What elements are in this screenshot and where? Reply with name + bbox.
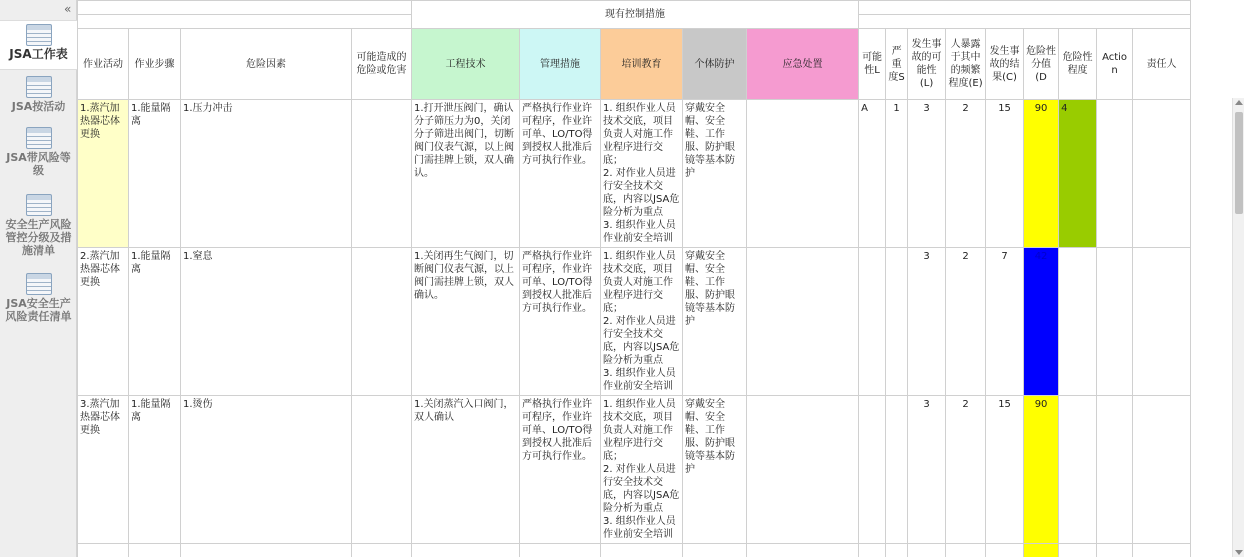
cell-severity[interactable]: 1 [886, 100, 908, 248]
col-header-management[interactable]: 管理措施 [520, 29, 601, 100]
sidebar-item-label: JSA带风险等级 [6, 151, 71, 177]
cell-empty[interactable] [946, 544, 986, 557]
cell-hazard[interactable]: 1.窒息 [181, 248, 352, 396]
cell-empty[interactable] [908, 544, 946, 557]
cell-empty[interactable] [886, 544, 908, 557]
sidebar [0, 0, 77, 557]
cell-severity[interactable] [886, 248, 908, 396]
cell-risk-value[interactable]: 90 [1024, 100, 1059, 248]
cell-l[interactable]: 3 [908, 396, 946, 544]
cell-empty[interactable] [1133, 544, 1191, 557]
cell-step[interactable]: 1.能量隔离 [129, 248, 181, 396]
sidebar-item-label: 安全生产风险管控分级及措施清单 [5, 218, 72, 257]
cell-empty[interactable] [129, 544, 181, 557]
cell-management[interactable]: 严格执行作业许可程序，作业许可单、LO/TO得到授权人批准后方可执行作业。 [520, 248, 601, 396]
cell-activity[interactable]: 3.蒸汽加热器芯体更换 [78, 396, 129, 544]
cell-empty[interactable] [520, 544, 601, 557]
cell-empty[interactable] [683, 544, 747, 557]
cell-risk-level[interactable] [1059, 396, 1097, 544]
cell-empty[interactable] [78, 544, 129, 557]
cell-risk-level[interactable]: 4 [1059, 100, 1097, 248]
sidebar-item-jsa-worksheet[interactable] [0, 20, 77, 70]
header-spacer [78, 15, 412, 29]
col-header-exposure-e[interactable]: 人暴露于其中的频繁程度(E) [946, 29, 986, 100]
collapse-sidebar-icon[interactable]: « [64, 2, 72, 16]
cell-hazard[interactable]: 1.压力冲击 [181, 100, 352, 248]
cell-empty[interactable] [986, 544, 1024, 557]
table-body [78, 100, 1191, 557]
cell-empty[interactable] [859, 544, 886, 557]
calendar-grid-icon [26, 127, 52, 149]
cell-risk-value[interactable]: 90 [1024, 396, 1059, 544]
cell-e[interactable]: 2 [946, 396, 986, 544]
cell-action[interactable] [1097, 248, 1133, 396]
sidebar-item-label: JSA按活动 [11, 100, 66, 113]
sidebar-item-risk-control-list[interactable] [0, 194, 77, 264]
cell-engineering[interactable]: 1.打开泄压阀门，确认分子筛压力为0，关闭分子筛进出阀门，切断阀门仪表气源，以上阀门需挂牌上锁，双人确认。 [412, 100, 520, 248]
cell-severity[interactable] [886, 396, 908, 544]
cell-hazard[interactable]: 1.烫伤 [181, 396, 352, 544]
cell-ppe[interactable]: 穿戴安全帽、安全鞋、工作服、防护眼镜等基本防护 [683, 396, 747, 544]
cell-risk-value[interactable]: 42 [1024, 248, 1059, 396]
cell-engineering[interactable]: 1.关闭再生气阀门，切断阀门仪表气源，以上阀门需挂牌上锁，双人确认。 [412, 248, 520, 396]
cell-owner[interactable] [1133, 248, 1191, 396]
table-row [78, 396, 1191, 544]
col-header-prob-l[interactable]: 发生事故的可能性(L) [908, 29, 946, 100]
cell-action[interactable] [1097, 100, 1133, 248]
col-header-consequence-c[interactable]: 发生事故的结果(C) [986, 29, 1024, 100]
col-header-risk-value[interactable]: 危险性分值(D [1024, 29, 1059, 100]
jsa-table-area [77, 0, 1244, 557]
cell-ppe[interactable]: 穿戴安全帽、安全鞋、工作服、防护眼镜等基本防护 [683, 100, 747, 248]
header-spacer [859, 1, 1191, 15]
cell-e[interactable]: 2 [946, 248, 986, 396]
cell-emergency[interactable] [747, 100, 859, 248]
cell-empty[interactable] [352, 544, 412, 557]
header-spacer [78, 1, 412, 15]
scrollbar-thumb[interactable] [1235, 112, 1243, 214]
table-row [78, 248, 1191, 396]
cell-action[interactable] [1097, 396, 1133, 544]
cell-step[interactable]: 1.能量隔离 [129, 100, 181, 248]
cell-risk-level[interactable] [1059, 248, 1097, 396]
cell-engineering[interactable]: 1.关闭蒸汽入口阀门，双人确认 [412, 396, 520, 544]
table-row [78, 544, 1191, 557]
cell-activity[interactable]: 1.蒸汽加热器芯体更换 [78, 100, 129, 248]
cell-c[interactable]: 7 [986, 248, 1024, 396]
cell-emergency[interactable] [747, 396, 859, 544]
cell-likelihood[interactable] [859, 248, 886, 396]
calendar-grid-icon [26, 76, 52, 98]
sidebar-item-label: JSA安全生产风险责任清单 [5, 297, 72, 323]
cell-ppe[interactable]: 穿戴安全帽、安全鞋、工作服、防护眼镜等基本防护 [683, 248, 747, 396]
vertical-scrollbar[interactable] [1232, 98, 1244, 557]
col-header-emergency[interactable]: 应急处置 [747, 29, 859, 100]
cell-training[interactable]: 1. 组织作业人员技术交底，项目负责人对施工作业程序进行交底； 2. 对作业人员进行安全技术交底，内容以JSA危险分析为重点 3. 组织作业人员作业前安全培训 [601, 100, 683, 248]
cell-c[interactable]: 15 [986, 396, 1024, 544]
cell-c[interactable]: 15 [986, 100, 1024, 248]
cell-emergency[interactable] [747, 248, 859, 396]
cell-training[interactable]: 1. 组织作业人员技术交底，项目负责人对施工作业程序进行交底； 2. 对作业人员进行安全技术交底，内容以JSA危险分析为重点 3. 组织作业人员作业前安全培训 [601, 396, 683, 544]
col-header-risk-level[interactable]: 危险性程度 [1059, 29, 1097, 100]
col-header-hazard[interactable]: 危险因素 [181, 29, 352, 100]
header-spacer [859, 15, 1191, 29]
cell-l[interactable]: 3 [908, 100, 946, 248]
col-header-step[interactable]: 作业步骤 [129, 29, 181, 100]
cell-owner[interactable] [1133, 396, 1191, 544]
cell-management[interactable]: 严格执行作业许可程序，作业许可单、LO/TO得到授权人批准后方可执行作业。 [520, 396, 601, 544]
calendar-grid-icon [26, 194, 52, 216]
sidebar-item-jsa-by-activity[interactable] [0, 76, 77, 120]
col-header-severity[interactable]: 严重度S [886, 29, 908, 100]
cell-owner[interactable] [1133, 100, 1191, 248]
col-header-action[interactable]: Action [1097, 29, 1133, 100]
col-header-engineering[interactable]: 工程技术 [412, 29, 520, 100]
cell-management[interactable]: 严格执行作业许可程序，作业许可单、LO/TO得到授权人批准后方可执行作业。 [520, 100, 601, 248]
header-group-controls: 现有控制措施 [412, 1, 859, 29]
jsa-table [77, 0, 1191, 557]
cell-empty[interactable] [1059, 544, 1097, 557]
calendar-grid-icon [26, 24, 52, 46]
cell-training[interactable]: 1. 组织作业人员技术交底，项目负责人对施工作业程序进行交底； 2. 对作业人员进行安全技术交底，内容以JSA危险分析为重点 3. 组织作业人员作业前安全培训 [601, 248, 683, 396]
scroll-up-icon[interactable] [1235, 100, 1243, 105]
cell-l[interactable]: 3 [908, 248, 946, 396]
col-header-consequence[interactable]: 可能造成的危险或危害 [352, 29, 412, 100]
cell-likelihood[interactable]: A [859, 100, 886, 248]
col-header-ppe[interactable]: 个体防护 [683, 29, 747, 100]
col-header-activity[interactable]: 作业活动 [78, 29, 129, 100]
col-header-likelihood[interactable]: 可能性L [859, 29, 886, 100]
cell-consequence[interactable] [352, 396, 412, 544]
cell-empty[interactable] [181, 544, 352, 557]
calendar-grid-icon [26, 273, 52, 295]
col-header-training[interactable]: 培训教育 [601, 29, 683, 100]
cell-step[interactable]: 1.能量隔离 [129, 396, 181, 544]
sidebar-item-risk-responsibility-list[interactable] [0, 273, 77, 333]
cell-consequence[interactable] [352, 248, 412, 396]
scroll-down-icon[interactable] [1235, 550, 1243, 555]
cell-activity[interactable]: 2.蒸汽加热器芯体更换 [78, 248, 129, 396]
col-header-owner[interactable]: 责任人 [1133, 29, 1191, 100]
cell-e[interactable]: 2 [946, 100, 986, 248]
cell-empty[interactable] [747, 544, 859, 557]
cell-empty[interactable] [412, 544, 520, 557]
cell-consequence[interactable] [352, 100, 412, 248]
sidebar-item-label: JSA工作表 [9, 47, 68, 61]
cell-likelihood[interactable] [859, 396, 886, 544]
table-row [78, 100, 1191, 248]
cell-empty[interactable] [601, 544, 683, 557]
sidebar-item-jsa-risk-level[interactable] [0, 127, 77, 185]
cell-empty[interactable] [1097, 544, 1133, 557]
cell-empty[interactable] [1024, 544, 1059, 557]
